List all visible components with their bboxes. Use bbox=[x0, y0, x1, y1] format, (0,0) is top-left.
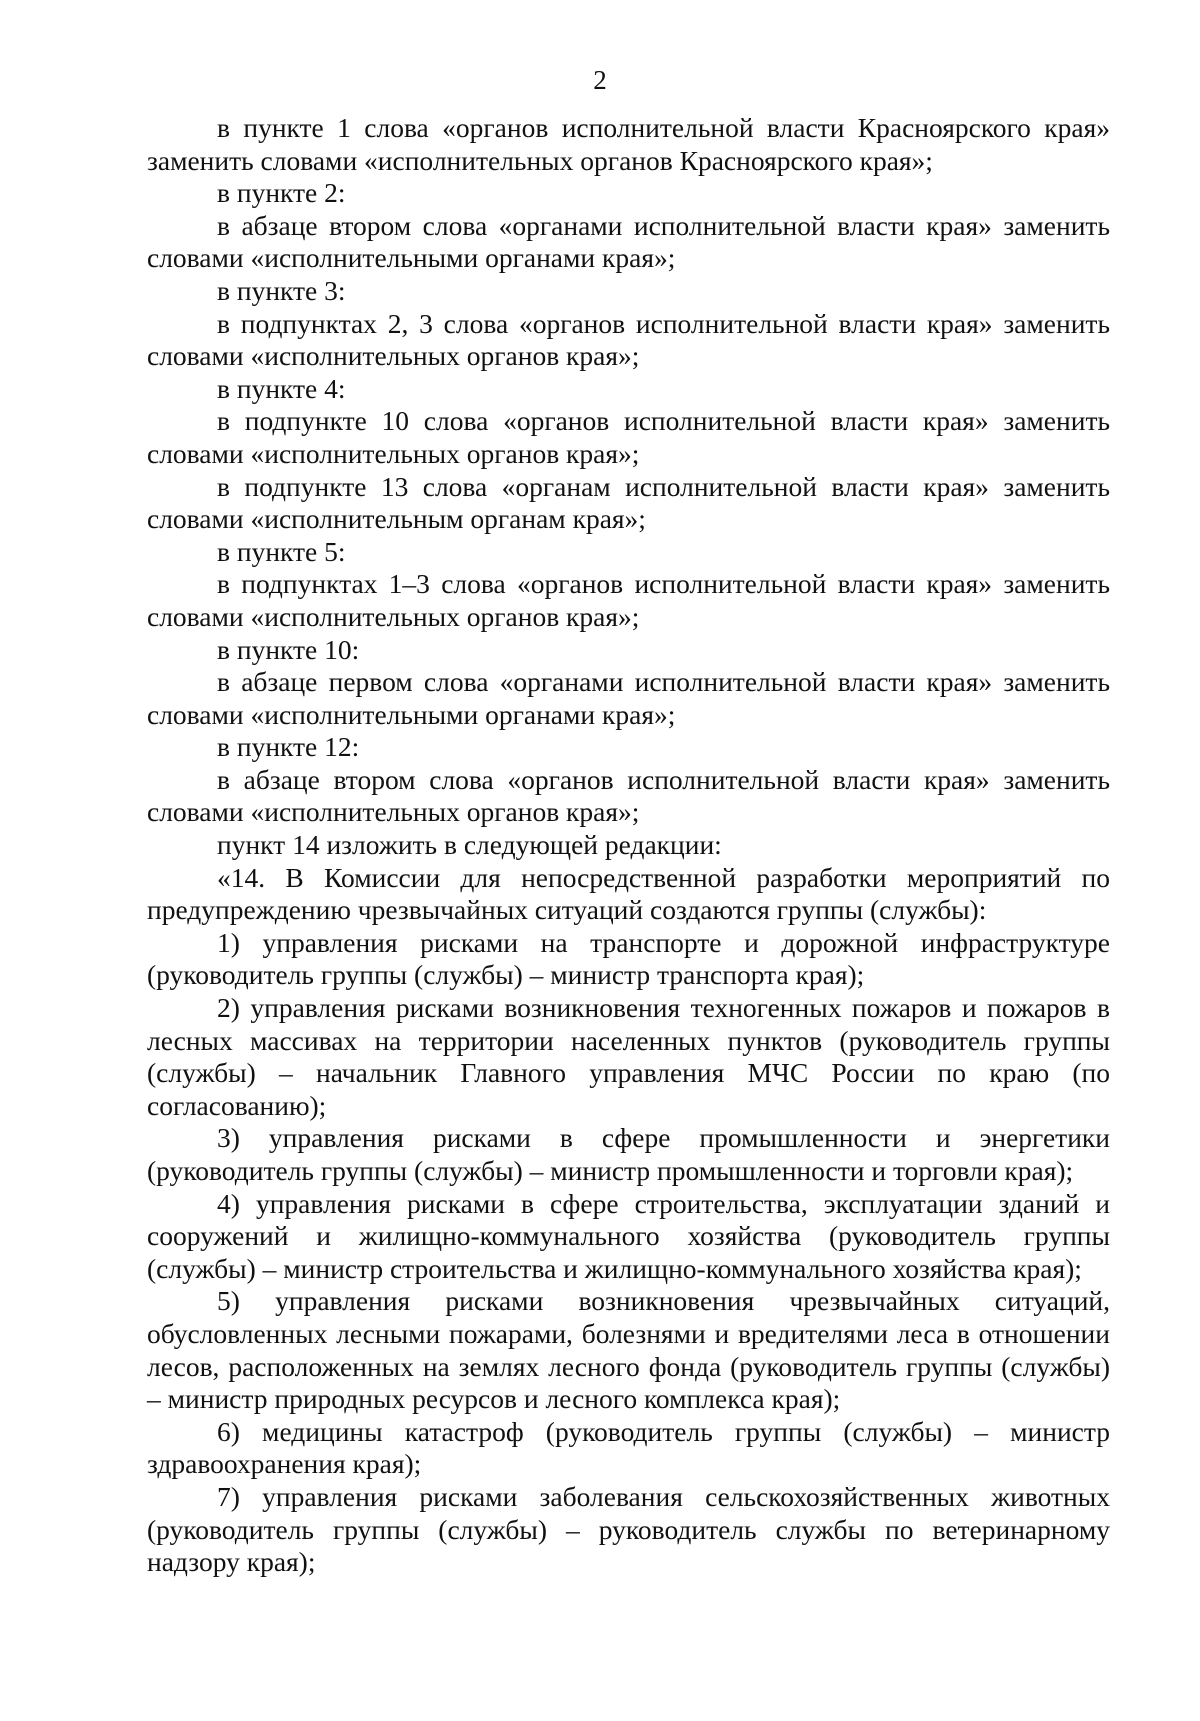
paragraph-1: в пункте 1 слова «органов исполнительной власти Красноярского края» заменить словами «исполнительных органов Красноярского края»; bbox=[147, 112, 1110, 176]
paragraph-11: в пункте 10: bbox=[217, 633, 360, 665]
paragraph-16: «14. В Комиссии для непосредственной разработки мероприятий по предупреждению чрезвычайных ситуаций создаются группы (службы): bbox=[147, 861, 1110, 926]
paragraph-6: в пункте 4: bbox=[217, 372, 346, 404]
paragraph-10: в подпунктах 1–3 слова «органов исполнительной власти края» заменить словами «исполнительных органов края»; bbox=[147, 568, 1110, 632]
paragraph-17: 1) управления рисками на транспорте и дорожной инфраструктуре (руководитель группы (службы) – министр транспорта края); bbox=[147, 926, 1110, 991]
paragraph-21: 5) управления рисками возникновения чрезвычайных ситуаций, обусловленных лесными пожарами, болезнями и вредителями леса в отношении лесов, расположенных на землях лесного фонда (руководитель группы (службы) – министр природных ресурсов и лесного комплекса края); bbox=[147, 1285, 1110, 1415]
paragraph-23: 7) управления рисками заболевания сельскохозяйственных животных (руководитель группы (службы) – руководитель службы по ветеринарному надзору края); bbox=[147, 1480, 1110, 1578]
paragraph-15: пункт 14 изложить в следующей редакции: bbox=[217, 829, 722, 861]
paragraph-5: в подпунктах 2, 3 слова «органов исполнительной власти края» заменить словами «исполнительных органов края»; bbox=[147, 307, 1110, 372]
paragraph-20: 4) управления рисками в сфере строительства, эксплуатации зданий и сооружений и жилищно-коммунального хозяйства (руководитель группы (службы) – министр строительства и жилищно-коммунального хозяйства края); bbox=[147, 1187, 1110, 1284]
paragraph-19: 3) управления рисками в сфере промышленности и энергетики (руководитель группы (службы) – министр промышленности и торговли края); bbox=[147, 1122, 1110, 1186]
paragraph-13: в пункте 12: bbox=[217, 731, 360, 763]
paragraph-14: в абзаце втором слова «органов исполнительной власти края» заменить словами «исполнительных органов края»; bbox=[147, 763, 1110, 828]
paragraph-3: в абзаце втором слова «органами исполнительной власти края» заменить словами «исполнительными органами края»; bbox=[147, 209, 1110, 274]
page-number: 2 bbox=[593, 65, 607, 95]
paragraph-22: 6) медицины катастроф (руководитель группы (службы) – министр здравоохранения края); bbox=[147, 1415, 1110, 1480]
paragraph-9: в пункте 5: bbox=[217, 535, 346, 567]
paragraph-8: в подпункте 13 слова «органам исполнительной власти края» заменить словами «исполнительным органам края»; bbox=[147, 470, 1110, 535]
paragraph-18: 2) управления рисками возникновения техногенных пожаров и пожаров в лесных массивах на территории населенных пунктов (руководитель группы (службы) – начальник Главного управления МЧС России по краю (по согласованию); bbox=[147, 992, 1110, 1121]
paragraph-2: в пункте 2: bbox=[217, 177, 346, 209]
paragraph-12: в абзаце первом слова «органами исполнительной власти края» заменить словами «исполнительными органами края»; bbox=[147, 666, 1110, 730]
document-body bbox=[147, 112, 1110, 1579]
paragraph-7: в подпункте 10 слова «органов исполнительной власти края» заменить словами «исполнительных органов края»; bbox=[147, 405, 1110, 469]
paragraph-4: в пункте 3: bbox=[217, 274, 346, 306]
